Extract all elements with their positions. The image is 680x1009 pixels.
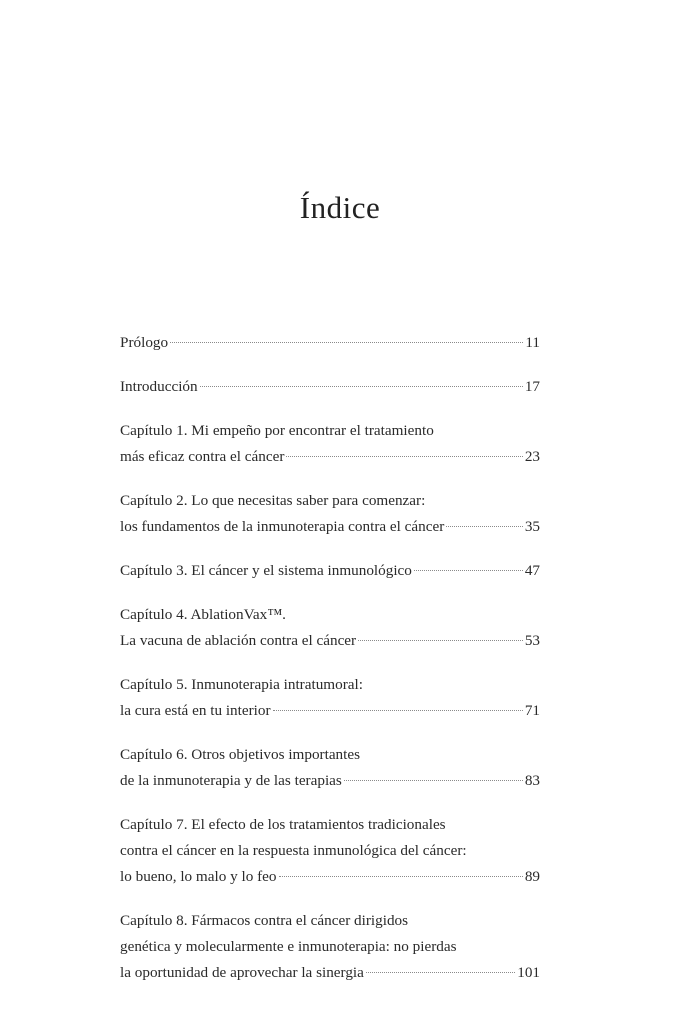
toc-entry (120, 330, 540, 356)
toc-entry (120, 374, 540, 400)
toc-entry-text: Prólogo (120, 334, 169, 351)
dot-leader (344, 780, 523, 781)
toc-entry (120, 812, 540, 890)
toc-page-number: 23 (524, 448, 540, 465)
toc-page-number: 35 (524, 518, 540, 535)
toc-line (120, 514, 540, 540)
toc-entry-text: Capítulo 4. AblationVax™. (120, 606, 286, 623)
toc-line (120, 768, 540, 794)
toc-line (120, 330, 540, 356)
dot-leader (200, 386, 523, 387)
toc-line (120, 960, 540, 986)
toc-entry-text: Capítulo 2. Lo que necesitas saber para comenzar: (120, 492, 426, 509)
toc-entry-text: Capítulo 3. El cáncer y el sistema inmunológico (120, 562, 412, 579)
toc-page-number: 83 (524, 772, 540, 789)
toc-entry-text: Capítulo 7. El efecto de los tratamientos tradicionales (120, 816, 446, 833)
dot-leader (279, 876, 523, 877)
toc-line (120, 488, 540, 514)
dot-leader (273, 710, 523, 711)
dot-leader (170, 342, 523, 343)
dot-leader (366, 972, 515, 973)
toc-page-number: 89 (524, 868, 540, 885)
toc-line (120, 812, 540, 838)
toc-line (120, 418, 540, 444)
toc-entry (120, 602, 540, 654)
dot-leader (446, 526, 523, 527)
toc-entry-text: genética y molecularmente e inmunoterapia: no pierdas (120, 938, 457, 955)
toc-entry-text: Capítulo 8. Fármacos contra el cáncer dirigidos (120, 912, 409, 929)
dot-leader (414, 570, 523, 571)
toc-page-number: 101 (517, 964, 540, 981)
toc-entry (120, 908, 540, 986)
toc-line (120, 602, 540, 628)
toc-entry-text: más eficaz contra el cáncer (120, 448, 285, 465)
toc-line (120, 558, 540, 584)
toc-page-number: 53 (524, 632, 540, 649)
dot-leader (286, 456, 522, 457)
toc-entry-text: Introducción (120, 378, 198, 395)
toc-page-number: 47 (524, 562, 540, 579)
toc-line (120, 864, 540, 890)
toc-line (120, 742, 540, 768)
toc-page-number: 11 (525, 334, 540, 351)
toc-line (120, 908, 540, 934)
toc-entry-text: la cura está en tu interior (120, 702, 271, 719)
toc-entry-text: la oportunidad de aprovechar la sinergia (120, 964, 364, 981)
toc-entry-text: de la inmunoterapia y de las terapias (120, 772, 342, 789)
toc-line (120, 838, 540, 864)
toc-entry-text: los fundamentos de la inmunoterapia contra el cáncer (120, 518, 445, 535)
toc-entry (120, 742, 540, 794)
toc-line (120, 672, 540, 698)
table-of-contents (120, 330, 540, 1004)
page-title: Índice (299, 190, 381, 225)
toc-line (120, 374, 540, 400)
toc-line (120, 698, 540, 724)
toc-entry-text: Capítulo 1. Mi empeño por encontrar el tratamiento (120, 422, 434, 439)
toc-page-number: 71 (524, 702, 540, 719)
toc-entry-text: Capítulo 5. Inmunoterapia intratumoral: (120, 676, 363, 693)
toc-entry-text: contra el cáncer en la respuesta inmunológica del cáncer: (120, 842, 467, 859)
toc-entry (120, 488, 540, 540)
toc-entry-text: Capítulo 6. Otros objetivos importantes (120, 746, 361, 763)
toc-line (120, 628, 540, 654)
toc-page-number: 17 (524, 378, 540, 395)
toc-entry (120, 558, 540, 584)
toc-entry (120, 418, 540, 470)
toc-line (120, 444, 540, 470)
dot-leader (358, 640, 523, 641)
toc-entry (120, 672, 540, 724)
toc-entry-text: La vacuna de ablación contra el cáncer (120, 632, 357, 649)
toc-line (120, 934, 540, 960)
toc-entry-text: lo bueno, lo malo y lo feo (120, 868, 277, 885)
